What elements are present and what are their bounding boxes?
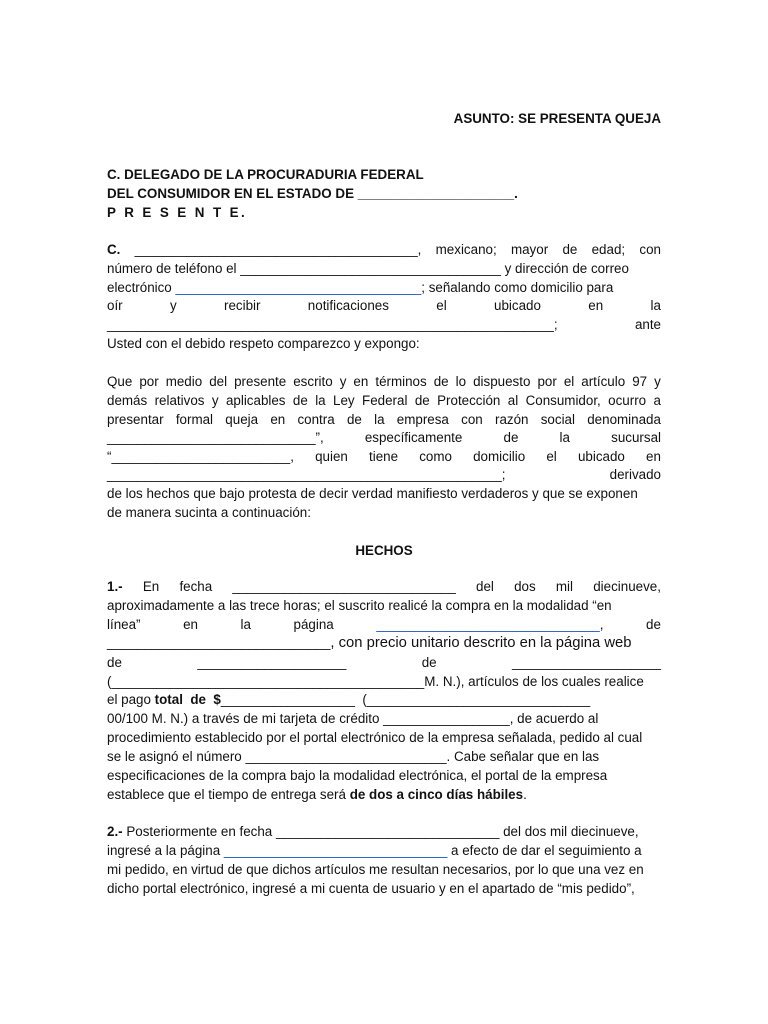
- justified-word: y: [339, 374, 347, 389]
- justified-word: “________________________,: [107, 449, 294, 464]
- body-line-3: [107, 410, 661, 429]
- justified-word: edad;: [591, 242, 626, 257]
- total-label: total de $: [154, 692, 221, 707]
- justified-word: ______________________________________,: [134, 242, 422, 257]
- justified-word: medio: [165, 374, 203, 389]
- justified-word: en: [646, 449, 661, 464]
- fact-1-line-6: (__________________________________________M. N.), artículos de los cuales realice: [107, 674, 644, 689]
- justified-word: específicamente: [364, 430, 463, 445]
- justified-word: en: [588, 298, 604, 313]
- justified-word: derivado: [609, 467, 661, 482]
- justified-word: en: [353, 374, 369, 389]
- justified-word: y: [654, 374, 661, 389]
- fact-1-line-4: [107, 633, 661, 652]
- justified-word: por: [139, 374, 159, 389]
- justified-word: y: [211, 393, 219, 408]
- justified-word: de: [503, 430, 519, 445]
- body-line-2: [107, 391, 661, 410]
- justified-word: ocurro: [608, 393, 647, 408]
- justified-word: demás: [107, 393, 148, 408]
- justified-word: ____________________________”,: [107, 430, 324, 445]
- fact-2-line-3: mi pedido, en virtud de que dichos artículos me resultan necesarios, por lo que una vez en: [107, 862, 644, 877]
- justified-word: el: [436, 298, 447, 313]
- intro-line-2: número de teléfono el ___________________________________ y dirección de correo: [107, 261, 629, 276]
- body-line-4: [107, 428, 661, 447]
- justified-word: la: [650, 298, 661, 313]
- justified-word: 97: [632, 374, 648, 389]
- intro-line-3-start: electrónico: [107, 280, 176, 295]
- justified-word: razón: [494, 412, 529, 427]
- email-blank: _________________________________: [175, 280, 422, 295]
- delivery-time: de dos a cinco días hábiles: [349, 787, 524, 802]
- fact-1-line-12-end: .: [523, 787, 527, 802]
- intro-line-1: [107, 240, 661, 259]
- justified-word: términos: [375, 374, 427, 389]
- fact-1-line-7-start: el pago: [107, 692, 155, 707]
- justified-word: la: [315, 393, 326, 408]
- justified-word: el: [546, 449, 557, 464]
- justified-word: dispuesto: [473, 374, 531, 389]
- fact-1-number: 1.-: [107, 579, 123, 594]
- justified-word: de: [562, 242, 578, 257]
- justified-word: ubicado: [577, 449, 625, 464]
- justified-word: sucursal: [611, 430, 661, 445]
- fact-1-word-1: En: [142, 579, 160, 594]
- justified-word: lo: [455, 374, 467, 389]
- justified-word: de: [421, 655, 437, 670]
- justified-word: Consumidor,: [525, 393, 601, 408]
- justified-word: contra: [297, 412, 335, 427]
- justified-word: notificaciones: [307, 298, 389, 313]
- fact-1-line-3-word-4: página: [293, 617, 334, 632]
- justified-word: a: [653, 393, 661, 408]
- justified-word: ____________________: [512, 655, 661, 670]
- justified-word: y: [169, 298, 177, 313]
- justified-word: aplicables: [225, 393, 286, 408]
- fact-1-line-10: se le asignó el número ___________________________. Cabe señalar que en las: [107, 749, 600, 764]
- justified-word: relativos: [154, 393, 205, 408]
- section-heading-hechos: HECHOS: [355, 543, 413, 558]
- justified-word: social: [540, 412, 575, 427]
- justified-word: como: [419, 449, 452, 464]
- addressee-line-2: DEL CONSUMIDOR EN EL ESTADO DE _____________________.: [107, 186, 518, 201]
- justified-word: de: [292, 393, 308, 408]
- justified-word: el: [563, 374, 575, 389]
- justified-word: escrito: [293, 374, 333, 389]
- justified-word: ____________________________________________________________;: [107, 317, 558, 332]
- justified-word: _____________________________________________________;: [107, 467, 506, 482]
- justified-word: la: [559, 430, 570, 445]
- justified-word: tiene: [369, 449, 399, 464]
- fact-1-word-3: ______________________________: [232, 579, 456, 594]
- body-line-8: de manera sucinta a continuación:: [107, 505, 311, 520]
- justified-word: de: [346, 412, 362, 427]
- body-line-5: [107, 447, 661, 466]
- justified-word: C.: [107, 242, 121, 257]
- justified-word: quien: [315, 449, 348, 464]
- intro-line-6: Usted con el debido respeto comparezco y expongo:: [107, 336, 420, 351]
- justified-word: del: [209, 374, 228, 389]
- fact-2-line-1: [107, 822, 661, 841]
- justified-word: con: [461, 412, 483, 427]
- justified-word: domicilio: [473, 449, 526, 464]
- justified-word: presentar: [107, 412, 164, 427]
- webpage-blank: ______________________________: [376, 617, 600, 632]
- justified-word: de: [414, 393, 430, 408]
- fact-1-line-7: [107, 690, 661, 709]
- intro-line-3: [107, 278, 661, 297]
- fact-1-line-3: línea” en la página ______________________________, de: [107, 617, 661, 632]
- fact-1-line-8: 00/100 M. N.) a través de mi tarjeta de crédito _________________, de acuerdo al: [107, 711, 599, 726]
- justified-word: oír: [107, 298, 123, 313]
- justified-word: Federal: [362, 393, 408, 408]
- justified-word: presente: [234, 374, 287, 389]
- fact-1-line-4-blank: ______________________________: [107, 635, 331, 650]
- fact-1-word-4: del: [476, 579, 494, 594]
- justified-word: ____________________: [197, 655, 347, 670]
- fact-1-line-11: especificaciones de la compra bajo la modalidad electrónica, el portal de la empresa: [107, 768, 608, 783]
- intro-line-3-end: ; señalando como domicilio para: [421, 280, 614, 295]
- justified-word: queja: [225, 412, 259, 427]
- justified-word: denominada: [587, 412, 661, 427]
- justified-word: Que: [107, 374, 133, 389]
- justified-word: formal: [175, 412, 214, 427]
- justified-word: recibir: [224, 298, 261, 313]
- fact-2-line-2: [107, 841, 661, 860]
- fact-1-line-4-text: , con precio unitario descrito en la página web: [330, 635, 632, 651]
- fact-2-line-1-text: Posteriormente en fecha ______________________________ del dos mil diecinueve,: [122, 824, 639, 839]
- body-line-1: [107, 372, 661, 391]
- justified-word: artículo: [581, 374, 626, 389]
- justified-word: Ley: [333, 393, 355, 408]
- body-line-7: de los hechos que bajo protesta de decir verdad manifiesto verdaderos y que se exponen: [107, 486, 638, 501]
- fact-1-line-9: procedimiento establecido por el portal electrónico de la empresa señalada, pedido al cual: [107, 730, 643, 745]
- justified-word: de: [107, 655, 122, 670]
- fact-1-line-3-word-5: de: [646, 617, 661, 632]
- justified-word: al: [507, 393, 519, 408]
- fact-2-number: 2.-: [107, 824, 123, 839]
- justified-word: mayor: [510, 242, 549, 257]
- fact-1-line-7-end: __________________ (______________________________: [220, 692, 591, 707]
- fact-1-line-3-word-1: línea”: [107, 617, 141, 632]
- justified-word: de: [433, 374, 449, 389]
- fact-1-line-3-word-3: la: [240, 617, 251, 632]
- fact-2-line-2-start: ingresé a la página: [107, 843, 224, 858]
- fact-1-word-6: mil: [555, 579, 574, 594]
- fact-1-word-7: diecinueve,: [593, 579, 661, 594]
- fact-2-line-4: dicho portal electrónico, ingresé a mi cuenta de usuario y en el apartado de “mis pedido”,: [107, 881, 635, 896]
- justified-word: empresa: [396, 412, 449, 427]
- fact-1-line-5: [107, 653, 661, 672]
- fact-1-word-5: dos: [514, 579, 536, 594]
- justified-word: Protección: [437, 393, 501, 408]
- subject-line: ASUNTO: SE PRESENTA QUEJA: [453, 111, 661, 126]
- intro-line-4: [107, 296, 661, 315]
- justified-word: en: [270, 412, 286, 427]
- fact-1-line-3-word-2: en: [183, 617, 198, 632]
- fact-2-line-2-end: a efecto de dar el seguimiento a: [447, 843, 642, 858]
- justified-word: con: [639, 242, 661, 257]
- intro-line-5: [107, 315, 661, 334]
- justified-word: ubicado: [494, 298, 541, 313]
- fact-1-line-12: [107, 785, 661, 804]
- fact-1-line-1: [107, 577, 661, 596]
- fact-1-word-2: fecha: [179, 579, 213, 594]
- justified-word: por: [537, 374, 557, 389]
- addressee-line-3: P R E S E N T E.: [107, 205, 248, 220]
- addressee-line-1: C. DELEGADO DE LA PROCURADURIA FEDERAL: [107, 167, 424, 182]
- fact-1-line-12-start: establece que el tiempo de entrega será: [107, 787, 350, 802]
- justified-word: mexicano;: [435, 242, 497, 257]
- tracking-page-blank: ______________________________: [223, 843, 448, 858]
- fact-1-line-2: aproximadamente a las trece horas; el suscrito realicé la compra en la modalidad “en: [107, 598, 612, 613]
- body-line-6: [107, 465, 661, 484]
- justified-word: ante: [634, 317, 661, 332]
- justified-word: la: [374, 412, 385, 427]
